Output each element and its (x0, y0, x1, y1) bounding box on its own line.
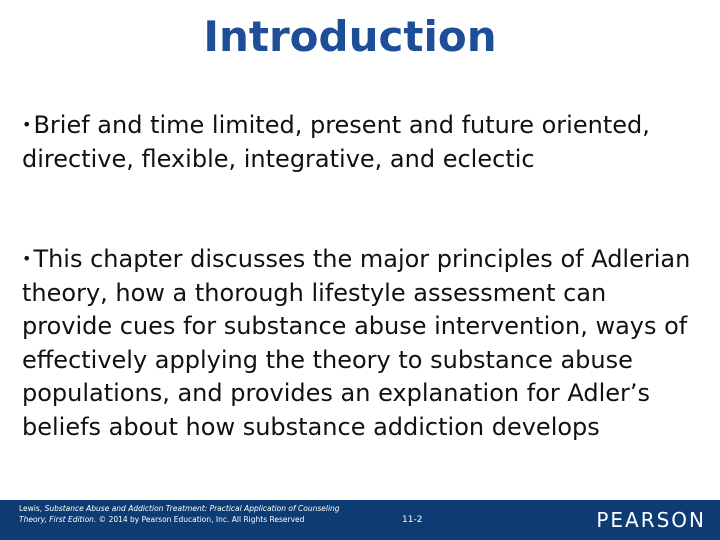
credit-copyright: © 2014 by Pearson Education, Inc. All Rights Reserved (96, 514, 305, 524)
bullet-item-1 (22, 108, 702, 176)
pearson-logo: PEARSON (596, 508, 706, 532)
credit-author: Lewis, (19, 504, 45, 513)
bullet-item-2 (22, 242, 702, 445)
page-number: 11-2 (402, 515, 423, 525)
footer-credit (19, 504, 341, 525)
bullet-dot: • (22, 249, 32, 268)
footer-bar (0, 500, 720, 540)
slide-title: Introduction (203, 12, 497, 61)
bullet-text-1: Brief and time limited, present and future oriented, directive, flexible, integrative, and eclectic (22, 111, 650, 173)
credit-book-title: Substance Abuse and Addiction Treatment: Practical Application of Counseling Theory, First Edition. (19, 504, 340, 524)
bullet-text-2: This chapter discusses the major principles of Adlerian theory, how a thorough lifestyle assessment can provide cues for substance abuse intervention, ways of effectively applying the theory to substance abuse populations, and provides an explanation for Adler’s beliefs about how substance addiction develops (22, 245, 691, 441)
bullet-dot: • (22, 115, 32, 134)
